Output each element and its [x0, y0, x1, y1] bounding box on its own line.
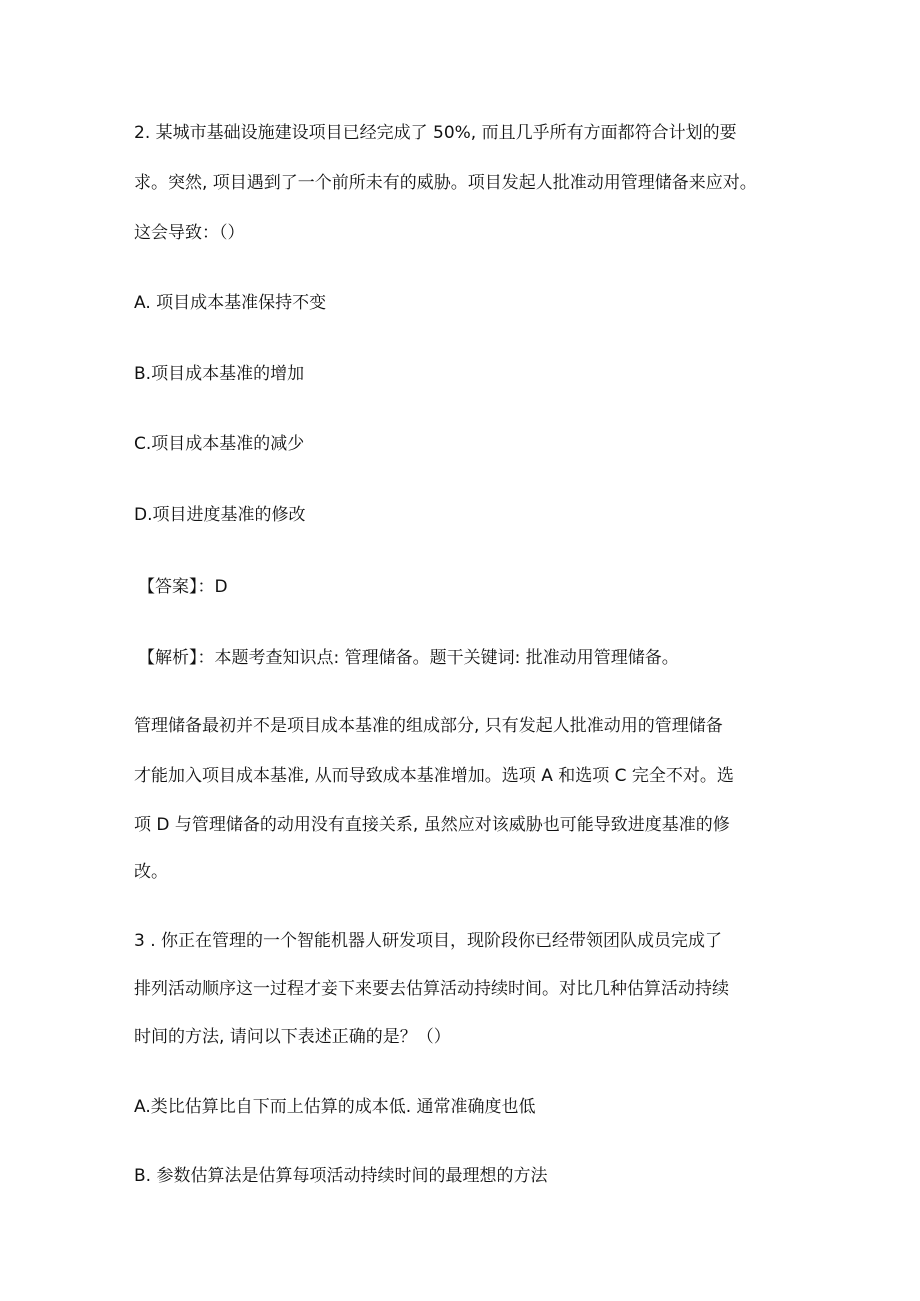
q2-option-c: C.项目成本基准的减少 [134, 434, 305, 454]
q2-analysis-line-3: 项 D 与管理储备的动用没有直接关系, 虽然应对该威胁也可能导致进度基准的修 [134, 815, 730, 835]
q2-analysis-line-1: 管理储备最初并不是项目成本基准的组成部分, 只有发起人批准动用的管理储备 [134, 716, 723, 736]
q3-option-a: A.类比估算比自下而上估算的成本低. 通常准确度也低 [134, 1097, 536, 1117]
q2-stem-line-2: 求。突然, 项目遇到了一个前所未有的威胁。项目发起人批准动用管理储备来应对。 [134, 173, 757, 193]
q2-analysis-line-2: 才能加入项目成本基准, 从而导致成本基准增加。选项 A 和选项 C 完全不对。选 [134, 766, 734, 786]
q3-stem-line-1: 3 . 你正在管理的一个智能机器人研发项目，现阶段你已经带领团队成员完成了 [134, 931, 723, 951]
q2-option-a: A. 项目成本基准保持不变 [134, 293, 327, 313]
q2-option-d: D.项目进度基准的修改 [134, 505, 306, 525]
q3-stem-line-2: 排列活动顺序这一过程才妾下来要去估算活动持续时间。对比几种估算活动持续 [134, 979, 729, 999]
q2-answer: 【答案】：D [138, 577, 228, 597]
q3-stem-line-3: 时间的方法, 请问以下表述正确的是？（） [134, 1027, 451, 1047]
q2-stem-line-1: 2. 某城市基础设施建设项目已经完成了 50%, 而且几乎所有方面都符合计划的要 [134, 123, 737, 143]
q2-analysis-line-4: 改。 [134, 862, 168, 882]
q2-option-b: B.项目成本基准的增加 [134, 364, 305, 384]
q3-option-b: B. 参数估算法是估算每项活动持续时间的最理想的方法 [134, 1166, 548, 1186]
q2-analysis-head: 【解析】：本题考查知识点: 管理储备。题干关键词: 批准动用管理储备。 [138, 648, 679, 668]
q2-stem-line-3: 这会导致：（） [134, 223, 245, 243]
